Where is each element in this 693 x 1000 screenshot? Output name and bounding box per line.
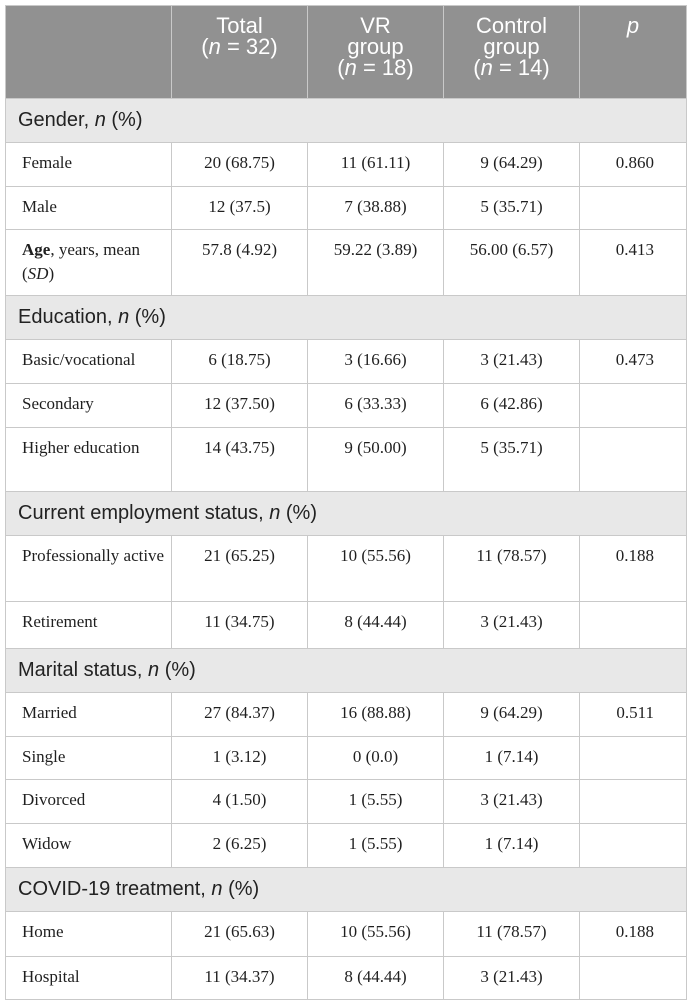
row-label: Professionally active [6,536,172,602]
cell-vr: 11 (61.11) [308,143,444,187]
cell-total: 21 (65.63) [172,912,308,957]
section-covid-label: COVID-19 treatment, n (%) [6,868,687,912]
header-total-n: n [208,34,221,59]
cell-total: 12 (37.5) [172,187,308,230]
header-vr-count: = 18) [356,55,414,80]
cell-vr: 10 (55.56) [308,536,444,602]
cell-vr: 16 (88.88) [308,693,444,737]
section-covid-treatment [6,868,687,912]
cell-total: 21 (65.25) [172,536,308,602]
table-row [6,384,687,428]
row-label: Retirement [6,602,172,649]
header-control-label: Control [476,13,547,38]
row-label-age: Age, years, mean (SD) [6,230,172,296]
cell-total: 11 (34.37) [172,957,308,1000]
section-gender-label: Gender, n (%) [6,99,687,143]
cell-p [580,780,687,824]
cell-total: 12 (37.50) [172,384,308,428]
section-marital [6,649,687,693]
cell-p: 0.188 [580,912,687,957]
header-control-n: n [480,55,493,80]
cell-vr: 0 (0.0) [308,737,444,780]
header-control-group-word: group [483,34,540,59]
header-row [6,6,687,99]
cell-control: 5 (35.71) [444,428,580,492]
cell-total: 57.8 (4.92) [172,230,308,296]
row-label: Female [6,143,172,187]
row-label: Male [6,187,172,230]
row-label: Divorced [6,780,172,824]
section-education [6,296,687,340]
cell-control: 9 (64.29) [444,143,580,187]
cell-control: 1 (7.14) [444,824,580,868]
table-row [6,737,687,780]
cell-vr: 3 (16.66) [308,340,444,384]
row-label: Basic/vocational [6,340,172,384]
cell-control: 3 (21.43) [444,957,580,1000]
cell-total: 14 (43.75) [172,428,308,492]
header-vr-group: VR group (n = 18) [308,6,444,99]
cell-p: 0.413 [580,230,687,296]
table-row [6,428,687,492]
header-vr-group-word: group [347,34,404,59]
cell-vr: 10 (55.56) [308,912,444,957]
row-label: Single [6,737,172,780]
cell-p [580,187,687,230]
row-label: Hospital [6,957,172,1000]
demographics-table [5,5,687,1000]
cell-vr: 7 (38.88) [308,187,444,230]
cell-total: 6 (18.75) [172,340,308,384]
cell-control: 3 (21.43) [444,602,580,649]
cell-control: 5 (35.71) [444,187,580,230]
section-gender [6,99,687,143]
cell-control: 6 (42.86) [444,384,580,428]
cell-control: 9 (64.29) [444,693,580,737]
cell-p [580,957,687,1000]
table-row [6,912,687,957]
header-control-count: = 14) [492,55,550,80]
cell-vr: 9 (50.00) [308,428,444,492]
section-education-label: Education, n (%) [6,296,687,340]
header-control-group: Control group (n = 14) [444,6,580,99]
row-label: Higher education [6,428,172,492]
row-label: Widow [6,824,172,868]
cell-p [580,428,687,492]
cell-vr: 1 (5.55) [308,824,444,868]
header-total-label: Total [216,13,263,38]
cell-p [580,824,687,868]
cell-p: 0.473 [580,340,687,384]
cell-vr: 8 (44.44) [308,602,444,649]
row-label: Secondary [6,384,172,428]
cell-p: 0.860 [580,143,687,187]
cell-control: 11 (78.57) [444,912,580,957]
cell-vr: 8 (44.44) [308,957,444,1000]
cell-vr: 59.22 (3.89) [308,230,444,296]
cell-p [580,737,687,780]
table-row [6,957,687,1000]
section-employment-label: Current employment status, n (%) [6,492,687,536]
row-label: Home [6,912,172,957]
header-total: Total (n = 32) [172,6,308,99]
table-row [6,230,687,296]
table-row [6,187,687,230]
cell-total: 27 (84.37) [172,693,308,737]
table-row [6,780,687,824]
header-blank [6,6,172,99]
table-row [6,340,687,384]
cell-total: 11 (34.75) [172,602,308,649]
cell-total: 2 (6.25) [172,824,308,868]
header-vr-label: VR [360,13,391,38]
header-p-value: p [580,6,687,99]
cell-total: 20 (68.75) [172,143,308,187]
cell-p [580,602,687,649]
section-employment [6,492,687,536]
cell-control: 1 (7.14) [444,737,580,780]
header-vr-n: n [344,55,357,80]
table-row [6,536,687,602]
cell-control: 3 (21.43) [444,340,580,384]
cell-p [580,384,687,428]
table-row [6,693,687,737]
cell-vr: 6 (33.33) [308,384,444,428]
cell-p: 0.188 [580,536,687,602]
cell-p: 0.511 [580,693,687,737]
row-label: Married [6,693,172,737]
table-container [5,5,687,1000]
section-marital-label: Marital status, n (%) [6,649,687,693]
table-row [6,602,687,649]
cell-control: 3 (21.43) [444,780,580,824]
cell-control: 11 (78.57) [444,536,580,602]
cell-vr: 1 (5.55) [308,780,444,824]
cell-total: 1 (3.12) [172,737,308,780]
header-total-count: = 32) [220,34,278,59]
cell-total: 4 (1.50) [172,780,308,824]
table-row [6,824,687,868]
cell-control: 56.00 (6.57) [444,230,580,296]
table-row [6,143,687,187]
